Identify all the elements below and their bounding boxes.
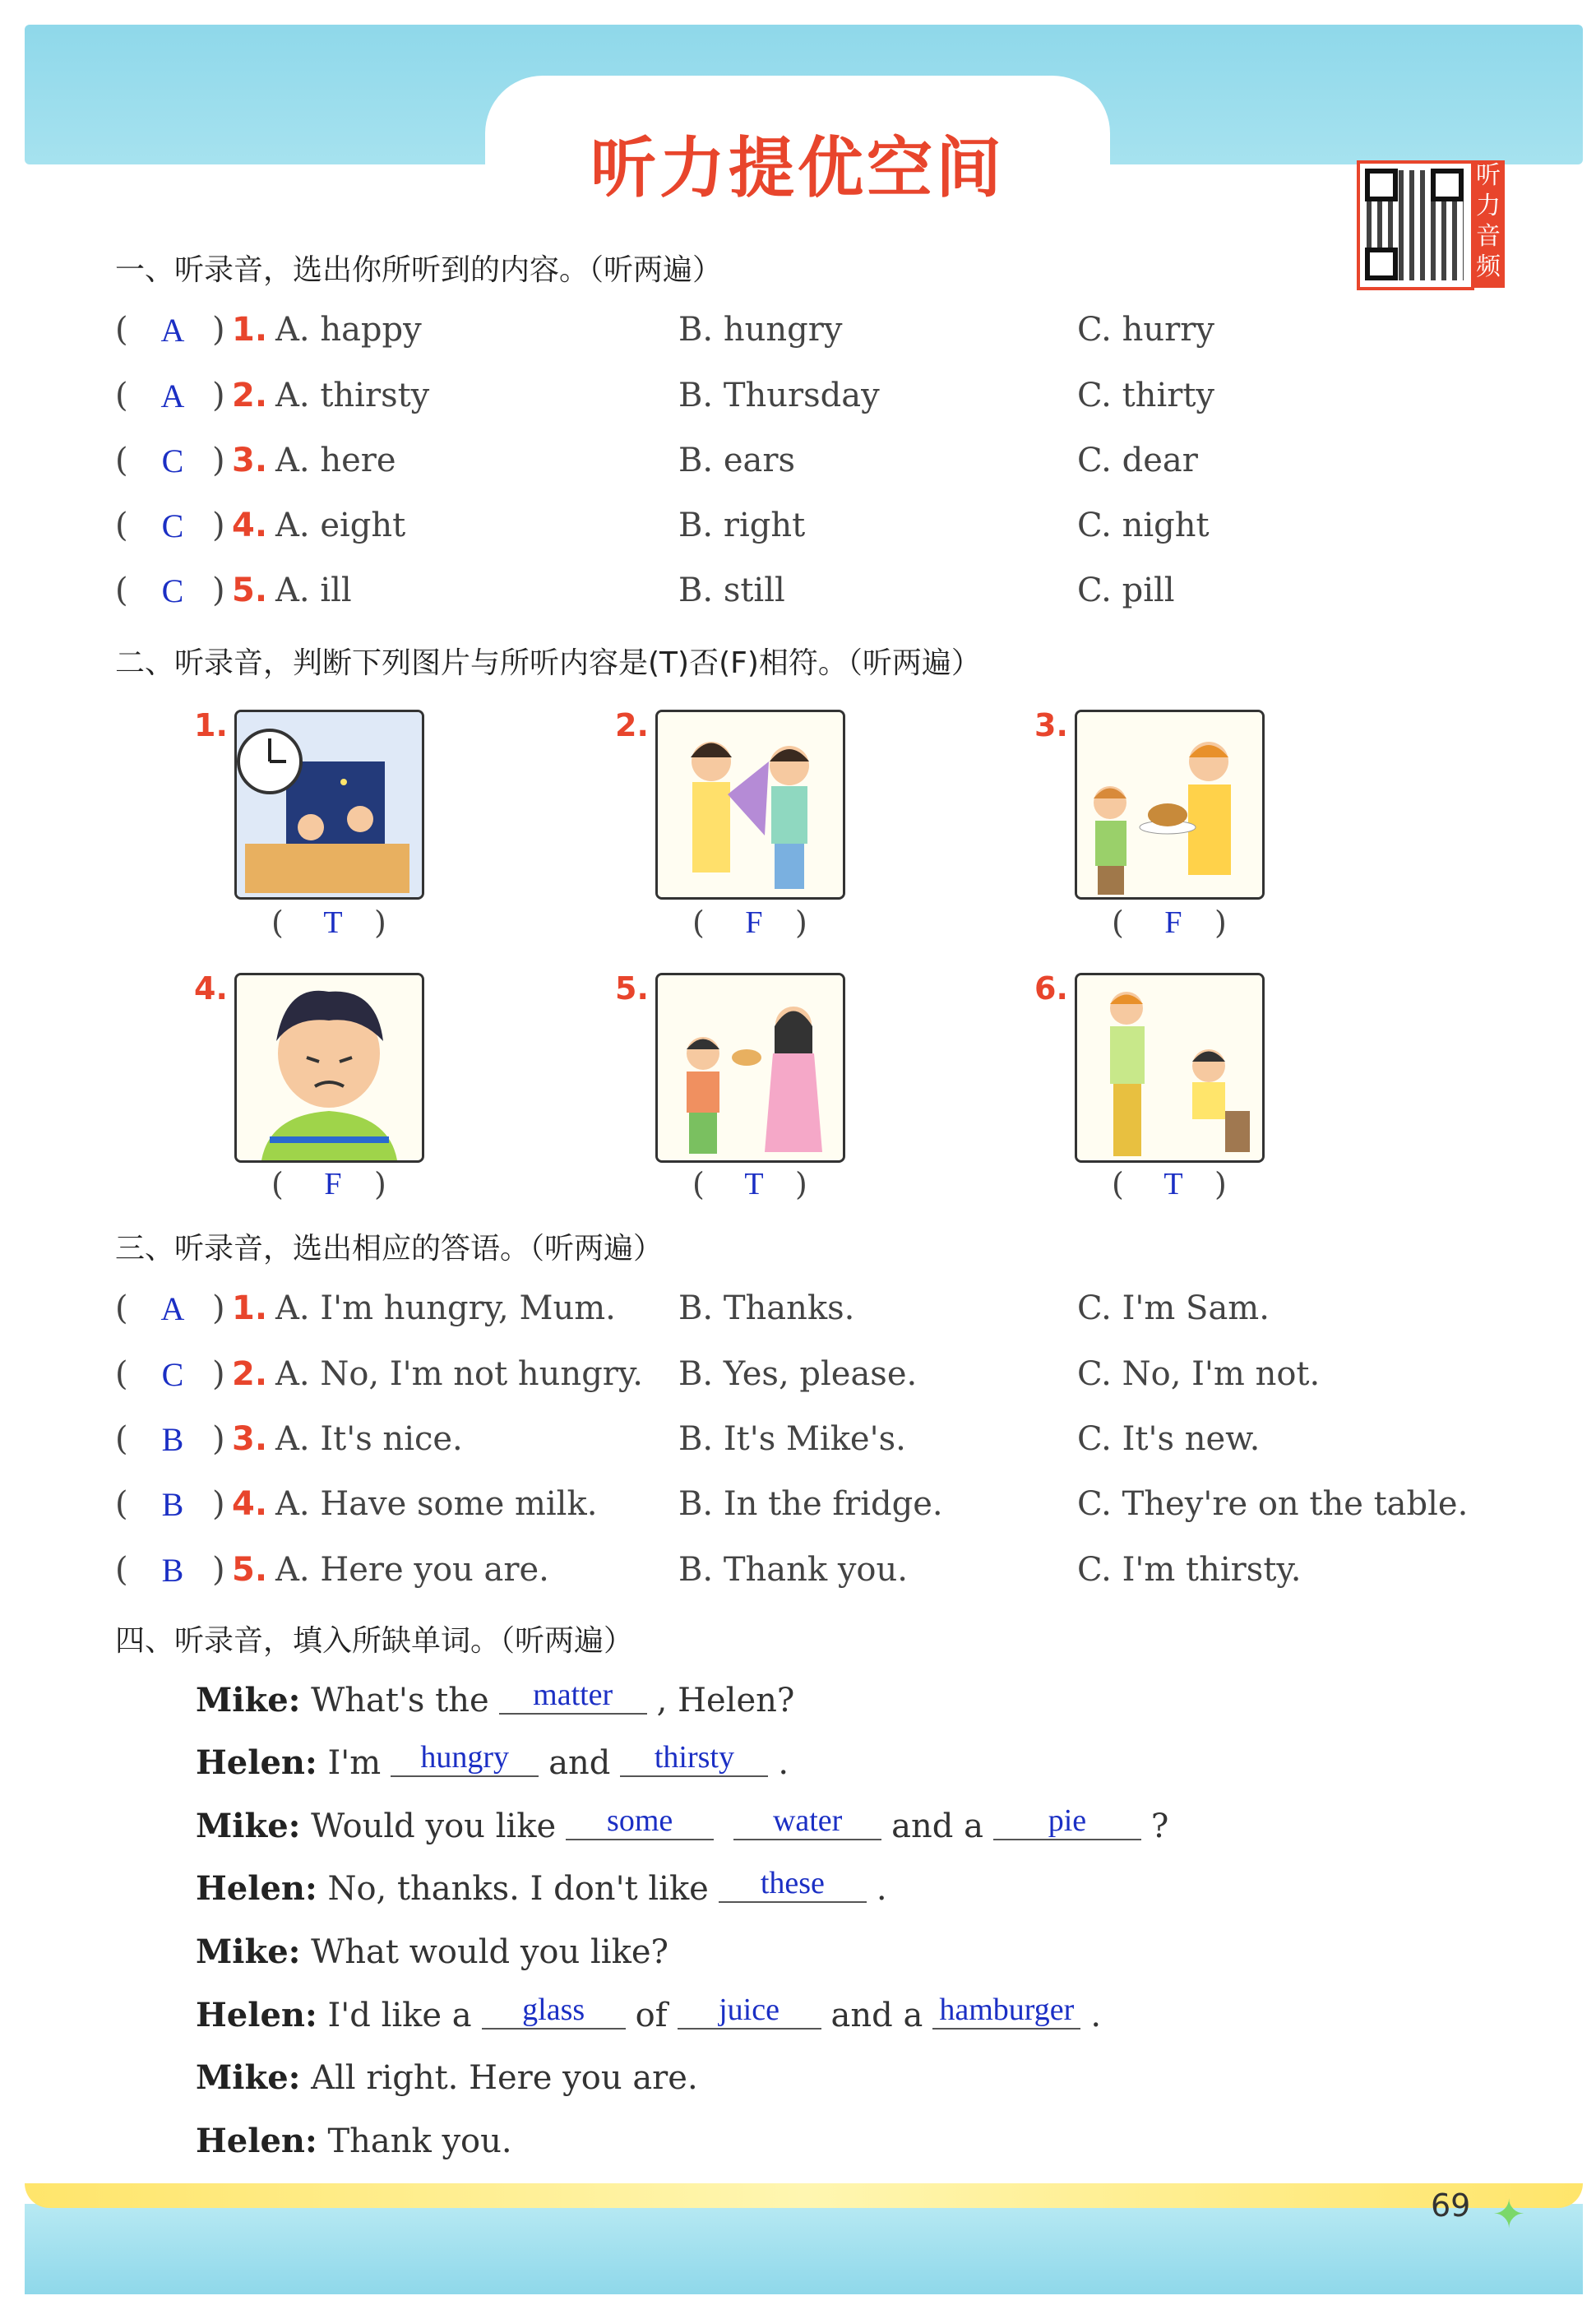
answer: C — [161, 572, 184, 609]
qr-code-icon[interactable] — [1357, 160, 1474, 290]
picture-pie — [655, 973, 845, 1163]
tf-answer: ( F ) — [271, 1166, 386, 1202]
answer: B — [161, 1486, 184, 1523]
footer-band — [25, 2204, 1583, 2294]
list-item: ( B ) 5. A. Here you are. B. Thank you. C. I'm thirsty. — [115, 1551, 1302, 1589]
page-number: 69 — [1431, 2187, 1471, 2224]
answer: B — [161, 1552, 184, 1589]
list-item: ( C ) 3. A. here B. ears C. dear — [115, 442, 1198, 479]
list-item: ( B ) 4. A. Have some milk. B. In the fridge. C. They're on the table. — [115, 1485, 1469, 1523]
dialogue-line: Mike: What's the matter , Helen? — [196, 1678, 795, 1719]
answer: B — [161, 1421, 184, 1458]
list-item: ( C ) 4. A. eight B. right C. night — [115, 507, 1210, 544]
audio-label: 听力音频 — [1472, 160, 1505, 288]
picture-clock-night — [234, 710, 424, 900]
dialogue-line: Mike: All right. Here you are. — [196, 2058, 698, 2097]
footer-stripe — [25, 2183, 1583, 2208]
picture-crying-boy — [234, 973, 424, 1163]
picture-umbrella — [655, 710, 845, 900]
dialogue-line: Helen: Thank you. — [196, 2122, 512, 2160]
list-item: ( A ) 1. A. I'm hungry, Mum. B. Thanks. C. I'm Sam. — [115, 1289, 1270, 1327]
answer: C — [161, 1356, 184, 1393]
section3-heading: 三、听录音，选出相应的答语。（听两遍） — [115, 1232, 664, 1266]
answer: C — [161, 507, 184, 544]
picture-hamburger — [1075, 710, 1265, 900]
tf-answer: ( T ) — [271, 905, 386, 941]
list-item: ( C ) 5. A. ill B. still C. pill — [115, 572, 1175, 609]
tf-answer: ( T ) — [692, 1166, 807, 1202]
list-item: ( B ) 3. A. It's nice. B. It's Mike's. C. It's new. — [115, 1420, 1261, 1458]
list-item: ( A ) 2. A. thirsty B. Thursday C. thirty — [115, 377, 1215, 414]
tf-answer: ( F ) — [1112, 905, 1227, 941]
section1-heading: 一、听录音，选出你所听到的内容。（听两遍） — [115, 253, 723, 287]
dialogue-line: Helen: I'm hungry and thirsty . — [196, 1740, 789, 1782]
tf-answer: ( F ) — [692, 905, 807, 941]
tf-answer: ( T ) — [1112, 1166, 1227, 1202]
dialogue-line: Helen: No, thanks. I don't like these . — [196, 1866, 887, 1908]
answer: A — [160, 377, 185, 414]
answer: C — [161, 442, 184, 479]
dialogue-line: Mike: What would you like? — [196, 1932, 668, 1971]
answer: A — [160, 1290, 185, 1327]
star-icon: ✦ — [1492, 2192, 1526, 2238]
picture-girl-tissue — [1075, 973, 1265, 1163]
page-title: 听力提优空间 — [590, 130, 1005, 206]
dialogue-line: Mike: Would you like some water and a pie ? — [196, 1803, 1169, 1845]
dialogue-line: Helen: I'd like a glass of juice and a hamburger . — [196, 1993, 1102, 2034]
answer: A — [160, 312, 185, 349]
list-item: ( A ) 1. A. happy B. hungry C. hurry — [115, 311, 1214, 349]
list-item: ( C ) 2. A. No, I'm not hungry. B. Yes, please. C. No, I'm not. — [115, 1355, 1321, 1393]
section2-heading: 二、听录音，判断下列图片与所听内容是(T)否(F)相符。（听两遍） — [115, 646, 981, 680]
section4-heading: 四、听录音，填入所缺单词。（听两遍） — [115, 1624, 634, 1658]
